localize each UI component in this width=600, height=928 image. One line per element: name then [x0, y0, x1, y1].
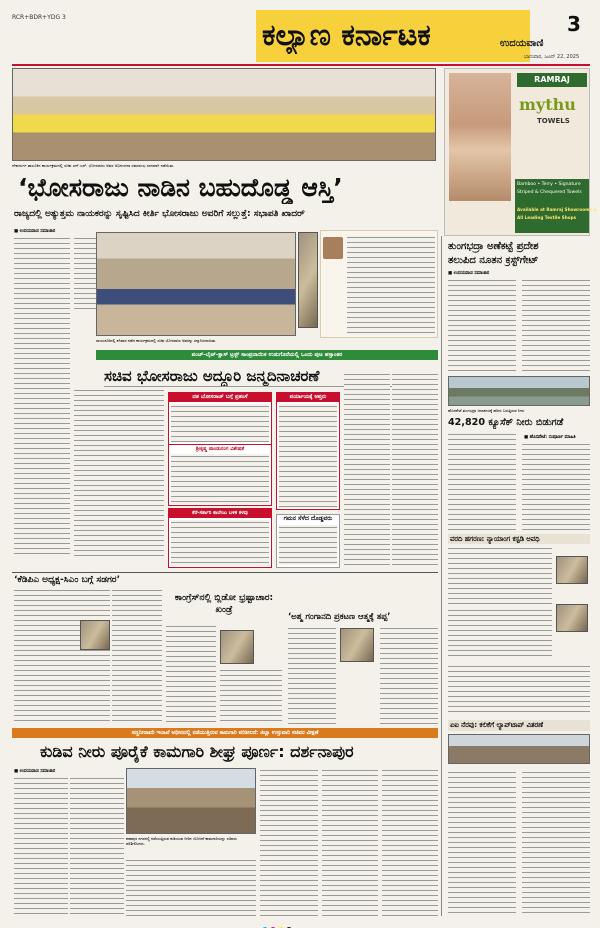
ad-product: TOWELS — [537, 117, 570, 125]
ad-line4: All Leading Textile Shops — [517, 215, 577, 220]
mid-box-5 — [276, 514, 340, 568]
bottom-reporter: ■ ಉದಯವಾಣಿ ಸಮಾಚಾರ — [14, 769, 56, 774]
mid-box-3-title: ಶ್ರೀಕೃಷ್ಣ ಪಾಂಡುರಂಗ ವಿಶೇಷತೆ — [169, 444, 271, 452]
masthead-title: ಕಲ್ಯಾಣ ಕರ್ನಾಟಕ — [262, 18, 431, 53]
right-column-3 — [448, 432, 516, 530]
dam-photo-caption: ಹೊಸಪೇಟೆ ತುಂಗಭದ್ರಾ ಜಲಾಶಯಕ್ಕೆ ಹರಿದು ಬರುತ್ತಿರುವ ನೀರು — [448, 408, 525, 413]
mid-box-3-text — [171, 454, 269, 504]
ad-panel — [515, 179, 589, 233]
registration-marks — [262, 918, 294, 928]
lower-story1-text — [14, 588, 110, 724]
mid-column-3 — [344, 372, 390, 568]
lead-reporter: ■ ಉದಯವಾಣಿ ಸಮಾಚಾರ — [14, 229, 56, 234]
ad-line1: Bamboo • Terry • Signature — [517, 182, 581, 187]
ad-line2: Striped & Chequered Towels — [517, 190, 582, 195]
masthead-rule — [12, 64, 590, 66]
lower-story2-text2 — [220, 668, 282, 724]
bottom-strip: ಸಣ್ಣನೀರಾವರಿ ಇಲಾಖೆ ಅಧೀನದಲ್ಲಿ ನಡೆಯುತ್ತಿರುವ ಕಾಮಗಾರಿ ಪರಿಶೀಲನೆ: ಜಿಲ್ಲಾ ಉಸ್ತುವಾರಿ ಸಚಿವರ ವೀಕ್ಷಣೆ — [12, 728, 438, 738]
lower-story2-portrait — [220, 630, 254, 664]
issue-date: ಭಾನುವಾರ, ಜೂನ್ 22, 2025 — [524, 54, 580, 60]
column-divider — [441, 236, 442, 916]
mid-box-1 — [168, 392, 272, 506]
right-column-6 — [448, 608, 552, 660]
lead-event-photo — [96, 232, 296, 336]
inflow-headline: 42,820 ಕ್ಯೂಸೆಕ್ ನೀರು ಬಿಡುಗಡೆ — [448, 417, 564, 428]
right-portrait-1 — [556, 556, 588, 584]
lower-story3-head: ‘ಅಶ್ಮ ಗಂಗಾನದಿ ಪ್ರಕಟಣ ಆತ್ಮಕ್ಕೆ ತಪ್ಪ’ — [288, 611, 391, 621]
right-column-5 — [448, 546, 552, 606]
ramraj-logo: RAMRAJ — [517, 73, 587, 87]
right-portrait-2 — [556, 604, 588, 632]
green-info-strip: ಪಂಚ್-ಲೈಟ್-ಕ್ಲಾಸ್ ಟ್ರಸ್ಟ್ ಸಾಂಪ್ರದಾಯಿಕ ಉಡುಗೊರೆಯಲ್ಲಿ ಒಂದು ಪುಟ ಹಸ್ತಾಂತರ — [96, 350, 438, 360]
mythu-logo: mythu — [519, 95, 576, 114]
lower-story3-portrait — [340, 628, 374, 662]
mid-box-1-text — [171, 404, 269, 442]
mid-box-1-title: ದಶ ಬೋಸರಾಜ್ ಬಗ್ಗೆ ಪ್ರಶಂಸೆ — [169, 393, 271, 402]
lead-inset-photo — [298, 232, 318, 328]
right-column-4 — [522, 442, 590, 530]
section-rule-1 — [12, 572, 438, 573]
right-column-7 — [448, 664, 590, 716]
mid-column-2 — [104, 388, 164, 556]
right-bar-2: ವರದಿ ಹಗರಣ: ನ್ಯಾಯಾಂಗ ಕಸ್ಟಡಿ ಅವಧಿ — [448, 534, 590, 544]
dam-photo — [448, 376, 590, 406]
lower-story3-text2 — [380, 626, 438, 724]
right-reporter: ■ ಉದಯವಾಣಿ ಸಮಾಚಾರ — [448, 271, 490, 276]
bottom-column-6 — [382, 768, 438, 916]
mid-box-4 — [168, 508, 272, 568]
bottom-column-1 — [14, 776, 68, 916]
quote-portrait — [323, 237, 343, 259]
right-bottom-photo — [448, 734, 590, 764]
bottom-column-5 — [322, 768, 378, 916]
bottom-column-4 — [260, 768, 318, 916]
right-column-2 — [522, 278, 590, 374]
mid-banner: ಸಚಿವ ಭೋಸರಾಜು ಅದ್ಧೂರಿ ಜನ್ಮದಿನಾಚರಣೆ — [104, 366, 422, 387]
lead-photo-caption: ದೇವದುರ್ಗ ತಾಲೂಕಿನ ಕಾರ್ಯಕ್ರಮದಲ್ಲಿ ಸಚಿವ ಎನ್.ಎಸ್. ಭೋಸರಾಜು ಅವರ ಅಭಿನಂದನಾ ಸಮಾರಂಭ ಸರಳವಾಗಿ ನಡೆಯಿತು. — [12, 163, 175, 168]
right-bar-3: ಏಐ ನೆರವು: ಕಲಿಕೆಗೆ ಲ್ಯಾಪ್‌ಟಾಪ್ ವಿತರಣೆ — [448, 720, 590, 731]
right-side-note: ■ ಹೊಸಪೇಟೆ: ಸಂಪೂರ್ಣ ಮಾಹಿತಿ — [524, 435, 576, 440]
lower-story3-text — [288, 626, 336, 724]
lower-story1-portrait — [80, 620, 110, 650]
lead-subhead: ರಾಜ್ಯದಲ್ಲಿ ಅತ್ಯುತ್ತಮ ನಾಯಕರನ್ನು ಸೃಷ್ಟಿಸಿದ ಕೀರ್ತಿ ಭೋಸರಾಜು ಅವರಿಗೆ ಸಲ್ಲುತ್ತೆ: ಸಭಾಪತಿ ಖಾದರ್ — [14, 209, 305, 219]
lower-story2-head: ಕಾಂಗ್ರೆಸ್‌ನಲ್ಲಿ ಬ್ಲಿಡೋ ಭ್ರಷ್ಟಾಚಾರ: ಖಂಡ್ರೆ — [174, 593, 274, 615]
lower-story2-text — [166, 624, 216, 724]
lower-story1-text2 — [112, 588, 162, 724]
right-bottom-column-1 — [448, 770, 516, 916]
mid-box-4-text — [171, 520, 269, 566]
bottom-photo — [126, 768, 256, 834]
right-head-2: ತಲುಪಿದ ನೂತನ ಕ್ರಸ್ಟ್‌ಗೇಟ್ — [448, 255, 539, 266]
mid-box-2-title: ಪರ್ಯಾಯಕ್ಕೆ ಆಪ್ತರು — [277, 393, 339, 402]
bottom-column-3 — [126, 858, 256, 916]
ad-model-photo — [449, 73, 511, 201]
right-head-1: ತುಂಗಭದ್ರಾ ಅಣೆಕಟ್ಟೆ ಪ್ರದೇಶ — [448, 241, 539, 252]
lead-quote-box — [320, 230, 438, 338]
edition-code: RCR+BDR+YDG 3 — [12, 14, 66, 21]
lower-story1-head: ‘ಕೆಡಿಪಿಎ ಅಧ್ಯಕ್ಷ-ಸಿಎಂ ಬಗ್ಗೆ ಸಡಗರ’ — [14, 575, 120, 585]
mid-box-2-text — [279, 404, 337, 508]
ad-line3: Available at Ramraj Showrooms & — [517, 207, 598, 212]
page-number: 3 — [567, 12, 581, 36]
lead-photo — [12, 68, 436, 161]
bottom-column-2 — [70, 776, 124, 916]
mid-box-5-title: ಗಮನ ಸೆಳೆದ ದೊಡ್ಡವರು — [283, 515, 333, 522]
bottom-photo-caption: ಶಹಾಪುರ ನಗರದಲ್ಲಿ ನಡೆಯುತ್ತಿರುವ ಕುಡಿಯುವ ನೀರಿನ ಯೋಜನೆ ಕಾಮಗಾರಿಯನ್ನು ಸಚಿವರು ಪರಿಶೀಲಿಸಿದರು. — [126, 836, 237, 846]
mid-box-4-title: ಕೆರೆ-ಸರ್ಕಾರಿ ಕಾಲೇಜು ಬಳಿಕ ಕಳವು — [169, 509, 271, 518]
lead-headline: ‘ಭೋಸರಾಜು ನಾಡಿನ ಬಹುದೊಡ್ಡ ಆಸ್ತಿ’ — [18, 173, 343, 202]
quote-text-lines — [347, 235, 435, 335]
bottom-main-headline: ಕುಡಿವ ನೀರು ಪೂರೈಕೆ ಕಾಮಗಾರಿ ಶೀಘ್ರ ಪೂರ್ಣ: ದರ್ಶನಾಪುರ — [40, 742, 354, 761]
lead-event-caption: ರಾಯಚೂರಿನಲ್ಲಿ ಶನಿವಾರ ನಡೆದ ಕಾರ್ಯಕ್ರಮದಲ್ಲಿ ಸಚಿವ ಭೋಸರಾಜು ಅವರನ್ನು ಸನ್ಮಾನಿಸಲಾಯಿತು. — [96, 338, 217, 343]
paper-name: ಉದಯವಾಣಿ — [500, 38, 544, 49]
right-bottom-column-2 — [522, 770, 590, 916]
ramraj-ad — [444, 68, 598, 236]
mid-box-2 — [276, 392, 340, 510]
lead-column-1 — [14, 236, 70, 556]
mid-column-4 — [392, 372, 438, 568]
mid-box-5-text — [279, 525, 337, 565]
right-column-1 — [448, 278, 516, 374]
